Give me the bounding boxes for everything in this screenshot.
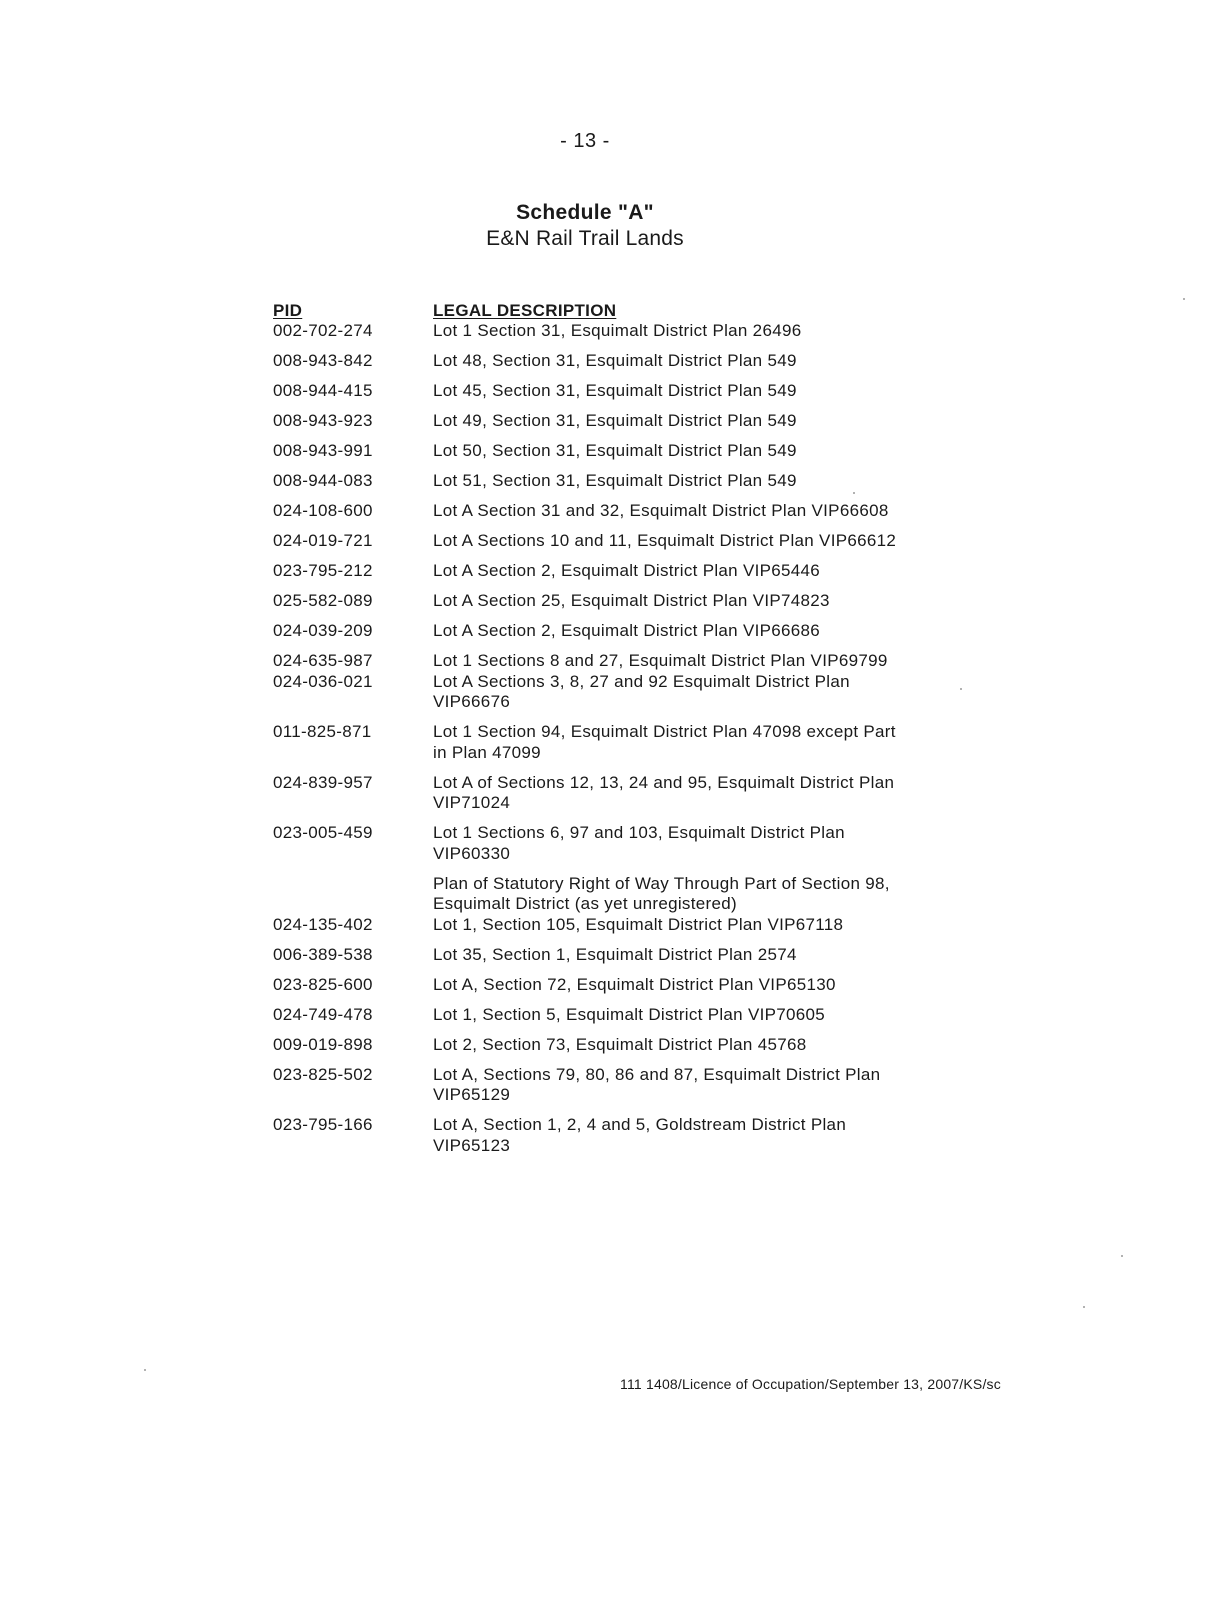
table-row [273,823,913,864]
pid-cell: 011-825-871 [273,722,372,741]
table-row [273,672,913,713]
scan-speck [960,688,962,690]
legal-description-cell: Lot A, Section 1, 2, 4 and 5, Goldstream District Plan VIP65123 [433,1115,847,1155]
scan-speck [1083,1306,1085,1308]
pid-cell: 008-943-991 [273,441,373,460]
pid-cell: 008-943-842 [273,351,373,370]
pid-cell: 006-389-538 [273,944,373,964]
pid-cell: 024-108-600 [273,501,373,520]
legal-description-cell: Lot A Sections 3, 8, 27 and 92 Esquimalt District Plan VIP66676 [433,671,850,711]
table-row [273,1115,913,1156]
legal-description-cell: Lot 35, Section 1, Esquimalt District Plan 2574 [433,944,797,964]
legal-description-cell: Lot 1 Section 94, Esquimalt District Plan 47098 except Part in Plan 47099 [433,722,896,762]
table-row [273,1035,913,1056]
table-row [273,915,913,936]
table-row [273,351,913,372]
legal-description-cell: Lot A, Sections 79, 80, 86 and 87, Esquimalt District Plan VIP65129 [433,1064,881,1104]
scan-speck [1183,298,1185,300]
table-row [273,945,913,966]
schedule-title: Schedule "A" [516,201,654,224]
scan-speck [144,1369,146,1371]
table-body [273,321,913,1156]
legal-description-cell: Lot 48, Section 31, Esquimalt District Plan 549 [433,351,797,370]
pid-cell: 009-019-898 [273,1034,373,1054]
table-row [273,441,913,462]
table-row [273,501,913,522]
table-row [273,381,913,402]
pid-cell: 024-749-478 [273,1004,373,1024]
pid-cell: 002-702-274 [273,321,373,340]
legal-description-cell: Lot A Section 2, Esquimalt District Plan VIP66686 [433,621,821,640]
pid-cell: 023-005-459 [273,823,373,842]
pid-cell: 023-795-166 [273,1115,373,1134]
table-row [273,561,913,582]
pid-cell: 024-839-957 [273,772,373,792]
schedule-subtitle: E&N Rail Trail Lands [486,227,684,250]
pid-cell: 008-944-083 [273,471,373,490]
table-row [273,874,913,915]
legal-description-cell: Lot 1 Section 31, Esquimalt District Plan 26496 [433,321,802,340]
pid-cell: 025-582-089 [273,591,373,610]
pid-cell: 023-795-212 [273,561,373,580]
legal-description-cell: Plan of Statutory Right of Way Through Part of Section 98, Esquimalt District (as yet unregistered) [433,873,890,913]
pid-cell: 023-825-502 [273,1064,373,1084]
legal-description-cell: Lot 1 Sections 6, 97 and 103, Esquimalt District Plan VIP60330 [433,823,845,863]
legal-description-cell: Lot 1, Section 105, Esquimalt District Plan VIP67118 [433,914,844,934]
legal-description-cell: Lot 1, Section 5, Esquimalt District Plan VIP70605 [433,1004,826,1024]
legal-description-cell: Lot A of Sections 12, 13, 24 and 95, Esquimalt District Plan VIP71024 [433,772,895,812]
legal-description-cell: Lot A Section 31 and 32, Esquimalt District Plan VIP66608 [433,501,889,520]
legal-description-cell: Lot A Section 25, Esquimalt District Plan VIP74823 [433,591,830,610]
table-row [273,651,913,672]
table-row [273,975,913,996]
page-number: - 13 - [560,130,610,152]
table-row [273,591,913,612]
schedule-heading [0,200,1170,252]
pid-cell: 024-135-402 [273,914,373,934]
scan-speck [1121,1255,1123,1257]
table-row [273,321,913,342]
pid-cell: 023-825-600 [273,974,373,994]
pid-cell: 008-943-923 [273,411,373,430]
table-row [273,621,913,642]
table-row [273,531,913,552]
table-row [273,1065,913,1106]
pid-cell: 024-039-209 [273,621,373,640]
pid-cell: 008-944-415 [273,381,373,400]
table-header [273,301,913,321]
pid-cell: 024-635-987 [273,651,373,670]
legal-description-cell: Lot 1 Sections 8 and 27, Esquimalt District Plan VIP69799 [433,651,888,670]
legal-description-cell: Lot A Sections 10 and 11, Esquimalt District Plan VIP66612 [433,531,897,550]
land-table [273,301,913,1166]
table-row [273,773,913,814]
table-row [273,471,913,492]
legal-description-cell: Lot 45, Section 31, Esquimalt District Plan 549 [433,381,797,400]
scan-speck [853,492,855,494]
legal-description-cell: Lot 50, Section 31, Esquimalt District Plan 549 [433,441,797,460]
legal-description-cell: Lot A, Section 72, Esquimalt District Plan VIP65130 [433,974,836,994]
legal-description-cell: Lot 49, Section 31, Esquimalt District Plan 549 [433,411,797,430]
legal-description-cell: Lot A Section 2, Esquimalt District Plan VIP65446 [433,561,821,580]
pid-column-header: PID [273,301,303,320]
table-row [273,1005,913,1026]
pid-cell [273,874,433,915]
table-row [273,411,913,432]
legal-description-cell: Lot 51, Section 31, Esquimalt District Plan 549 [433,471,797,490]
pid-cell: 024-036-021 [273,671,373,691]
pid-cell: 024-019-721 [273,531,373,550]
document-footer: 111 1408/Licence of Occupation/September 13, 2007/KS/sc [620,1376,1001,1392]
legal-description-cell: Lot 2, Section 73, Esquimalt District Plan 45768 [433,1034,807,1054]
legal-description-column-header: LEGAL DESCRIPTION [433,301,617,320]
table-row [273,722,913,763]
